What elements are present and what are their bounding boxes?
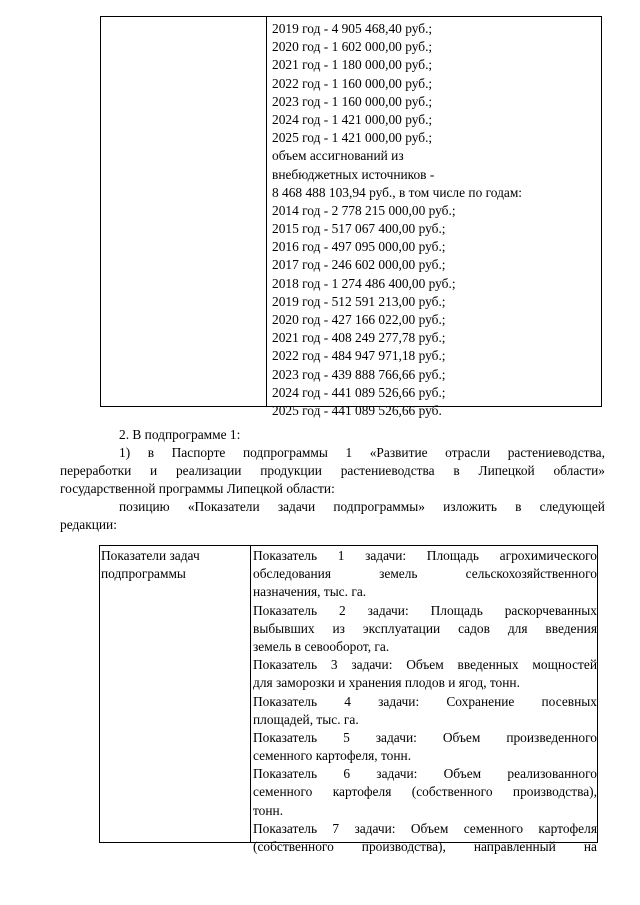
indicator-line: Показатель 1 задачи: Площадь агрохимического <box>253 548 597 563</box>
funding-line: 2024 год - 1 421 000,00 руб.; <box>272 111 433 127</box>
indicator-line: Показатель 3 задачи: Объем введенных мощностей <box>253 657 597 673</box>
funding-line: 2019 год - 4 905 468,40 руб.; <box>272 21 433 36</box>
item-1-line-3: государственной программы Липецкой области: <box>60 481 335 496</box>
indicator-line: Показатель 4 задачи: Сохранение посевных <box>253 693 597 709</box>
funding-line: 2025 год - 441 089 526,66 руб. <box>272 402 442 418</box>
funding-line: 2024 год - 441 089 526,66 руб.; <box>272 384 446 400</box>
indicator-line: Показатель 5 задачи: Объем произведенного <box>253 729 597 745</box>
indicator-line: площадей, тыс. га. <box>253 711 359 727</box>
funding-line: 2018 год - 1 274 486 400,00 руб.; <box>272 275 456 291</box>
label-line-1: Показатели задач <box>101 548 200 563</box>
position-line-1: позицию «Показатели задачи подпрограммы» изложить в следующей <box>119 499 605 514</box>
funding-table <box>100 16 602 418</box>
indicator-line: тонн. <box>253 802 284 818</box>
indicator-line: земель в севооборот, га. <box>253 638 390 654</box>
funding-line: 2025 год - 1 421 000,00 руб.; <box>272 130 433 146</box>
indicators-table <box>99 545 598 854</box>
table-column-divider <box>266 17 267 406</box>
indicators-label-cell <box>101 547 247 583</box>
funding-line: 2023 год - 439 888 766,66 руб.; <box>272 366 446 382</box>
table-column-divider <box>250 546 251 842</box>
funding-line: 2016 год - 497 095 000,00 руб.; <box>272 239 446 255</box>
funding-line: 2017 год - 246 602 000,00 руб.; <box>272 257 446 273</box>
funding-line: 2022 год - 1 160 000,00 руб.; <box>272 75 433 91</box>
indicator-line: обследования земель сельскохозяйственного <box>253 566 597 582</box>
funding-line: 8 468 488 103,94 руб., в том числе по годам: <box>272 184 523 200</box>
indicator-line: семенного картофеля, тонн. <box>253 748 412 764</box>
indicator-line: (собственного производства), направленный на <box>253 839 597 854</box>
indicator-line: семенного картофеля (собственного производства), <box>253 784 597 800</box>
item-1-line-2: переработки и реализации продукции растениеводства в Липецкой области» <box>60 463 605 478</box>
funding-line: 2021 год - 1 180 000,00 руб.; <box>272 57 433 73</box>
funding-line: 2022 год - 484 947 971,18 руб.; <box>272 348 446 364</box>
funding-line: 2019 год - 512 591 213,00 руб.; <box>272 293 446 309</box>
indicator-line: Показатель 7 задачи: Объем семенного картофеля <box>253 820 597 836</box>
funding-line: 2020 год - 1 602 000,00 руб.; <box>272 39 433 55</box>
item-2-heading: 2. В подпрограмме 1: <box>119 427 241 442</box>
label-line-2: подпрограммы <box>101 566 186 582</box>
indicator-line: выбывших из эксплуатации садов для введения <box>253 620 597 636</box>
funding-line: внебюджетных источников - <box>272 166 435 182</box>
funding-line: 2021 год - 408 249 277,78 руб.; <box>272 330 446 346</box>
funding-line: объем ассигнований из <box>272 148 404 164</box>
funding-line: 2015 год - 517 067 400,00 руб.; <box>272 221 446 237</box>
indicator-line: назначения, тыс. га. <box>253 584 367 600</box>
indicator-line: Показатель 6 задачи: Объем реализованного <box>253 766 597 782</box>
item-1-line-1: 1) в Паспорте подпрограммы 1 «Развитие отрасли растениеводства, <box>119 445 605 460</box>
funding-line: 2020 год - 427 166 022,00 руб.; <box>272 312 446 327</box>
position-line-2: редакции: <box>60 517 117 532</box>
indicator-line: Показатель 2 задачи: Площадь раскорчеванных <box>253 602 597 618</box>
indicator-line: для заморозки и хранения плодов и ягод, тонн. <box>253 675 520 691</box>
funding-cell <box>272 20 595 420</box>
funding-line: 2023 год - 1 160 000,00 руб.; <box>272 93 433 109</box>
indicators-value-cell <box>253 547 597 856</box>
funding-line: 2014 год - 2 778 215 000,00 руб.; <box>272 202 456 218</box>
